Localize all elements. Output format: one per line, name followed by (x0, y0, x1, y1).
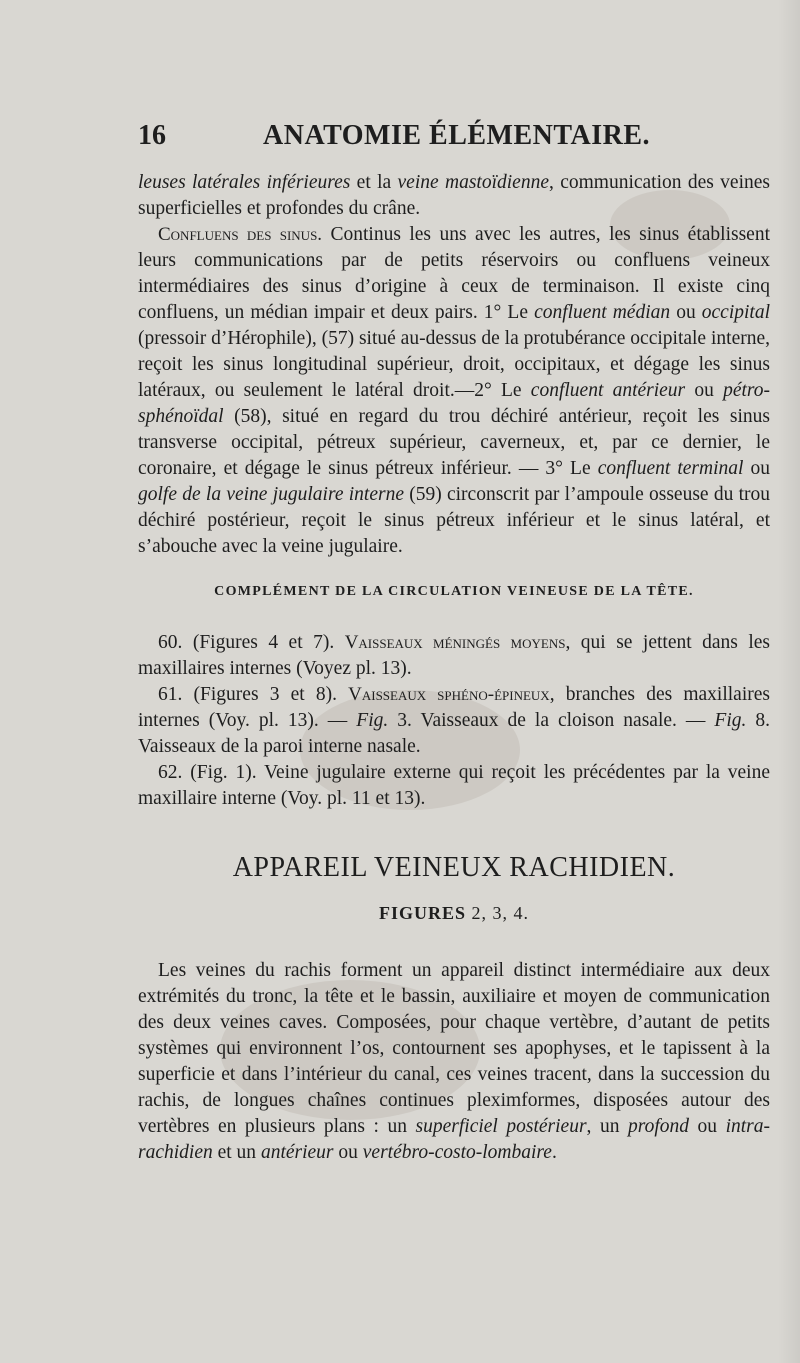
text-italic: occipital (701, 302, 770, 323)
text-run: Les veines du rachis forment un appareil distinct intermédiaire aux deux extrémités du tronc, la tête et le bassin, auxiliaire et moyen de communication des deux veines caves. Composées, pour chaque vertèbre, d’autant de petits systèmes qui environnent l’os, contournent ses apophyses, et le tapissent à la superficie et dans l’intérieur du canal, ces veines tracent, dans la succession du rachis, de longues chaînes continues pleximformes, disposées autour des vertèbres en plusieurs plans : un (138, 960, 770, 1137)
text-italic: superficiel postérieur (415, 1116, 587, 1137)
text-run: . (551, 1142, 557, 1163)
item-62 (138, 760, 770, 812)
list-items-60-62 (138, 630, 770, 812)
text-run: 8. Vaisseaux de la paroi interne nasale. (138, 710, 770, 757)
item-61 (138, 682, 770, 760)
paragraph-sinus-veins (138, 170, 770, 222)
text-run: (59) circonscrit par l’ampoule osseuse du trou déchiré postérieur, reçoit le sinus pétreux inférieur et le sinus latéral, et s’abouche avec la veine jugulaire. (138, 484, 770, 557)
text-italic: vertébro-costo-lombaire (362, 1142, 552, 1163)
text-italic: intra-rachidien (138, 1116, 771, 1163)
text-run: , branches des maxillaires internes (Voy. pl. 13). — (138, 684, 770, 731)
text-run: 62. (Fig. 1). Veine jugulaire externe qui reçoit les précédentes par la veine maxillaire interne (Voy. pl. 11 et 13). (138, 762, 770, 809)
page-header (138, 120, 698, 160)
text-italic: pétro-sphénoïdal (138, 380, 771, 427)
text-run: ou (333, 1142, 363, 1163)
text-italic: profond (627, 1116, 690, 1137)
text-italic: Fig. (356, 710, 389, 731)
text-italic: confluent médian (534, 302, 671, 323)
paragraph-confluens (138, 222, 770, 560)
text-small-caps: Vaisseaux méningés moyens (344, 632, 566, 653)
item-60 (138, 630, 770, 682)
text-run: , qui se jettent dans les maxillaires internes (Voyez pl. 13). (138, 632, 770, 679)
section-heading-rachidien: APPAREIL VEINEUX RACHIDIEN. (232, 852, 676, 883)
text-italic: leuses latérales inférieures (138, 172, 351, 193)
text-run: , communication des veines superficielles et profondes du crâne. (138, 172, 770, 219)
text-run: ou (685, 380, 724, 401)
text-italic: Fig. (714, 710, 747, 731)
text-run: 60. (Figures 4 et 7). (158, 632, 345, 653)
section-run-in-title: Confluens des sinus. (158, 224, 323, 245)
paragraph-rachis (138, 958, 770, 1166)
text-run: 3. Vaisseaux de la cloison nasale. — (388, 710, 715, 731)
figures-numbers: 2, 3, 4. (466, 903, 529, 923)
text-italic: antérieur (260, 1142, 334, 1163)
text-run: Continus les uns avec les autres, les sinus établissent leurs communications par de petits réservoirs ou confluens veineux intermédiaires des sinus d’origine à ceux de terminaison. Il existe cinq confluens, un médian impair et deux pairs. 1° Le (138, 224, 770, 323)
text-run: (58), situé en regard du trou déchiré antérieur, reçoit les sinus transverse occipital, pétreux supérieur, caverneux, et, par ce dernier, le coronaire, et dégage le sinus pétreux inférieur. — 3° Le (138, 406, 770, 479)
text-run: et un (212, 1142, 261, 1163)
text-italic: golfe de la veine jugulaire interne (138, 484, 404, 505)
text-small-caps: Vaisseaux sphéno-épineux (348, 684, 550, 705)
text-run: ou (743, 458, 770, 479)
text-italic: confluent antérieur (530, 380, 686, 401)
text-italic: veine mastoïdienne (397, 172, 549, 193)
figures-reference (138, 903, 770, 924)
section-heading-complement: COMPLÉMENT DE LA CIRCULATION VEINEUSE DE LA TÊTE. (214, 584, 694, 599)
text-run: , un (586, 1116, 628, 1137)
text-run: et la (350, 172, 398, 193)
text-run: ou (670, 302, 702, 323)
page-number: 16 (138, 120, 166, 151)
text-run: (pressoir d’Hérophile), (57) situé au-dessus de la protubérance occipitale interne, reçoit les sinus longitudinal supérieur, droit, occipitaux, et dégage les sinus latéraux, ou seulement le latéral droit.—2° Le (138, 328, 770, 401)
running-title: ANATOMIE ÉLÉMENTAIRE. (263, 120, 650, 151)
text-run: 61. (Figures 3 et 8). (158, 684, 349, 705)
text-run: ou (689, 1116, 726, 1137)
text-italic: confluent terminal (597, 458, 744, 479)
figures-label: FIGURES (378, 903, 466, 923)
